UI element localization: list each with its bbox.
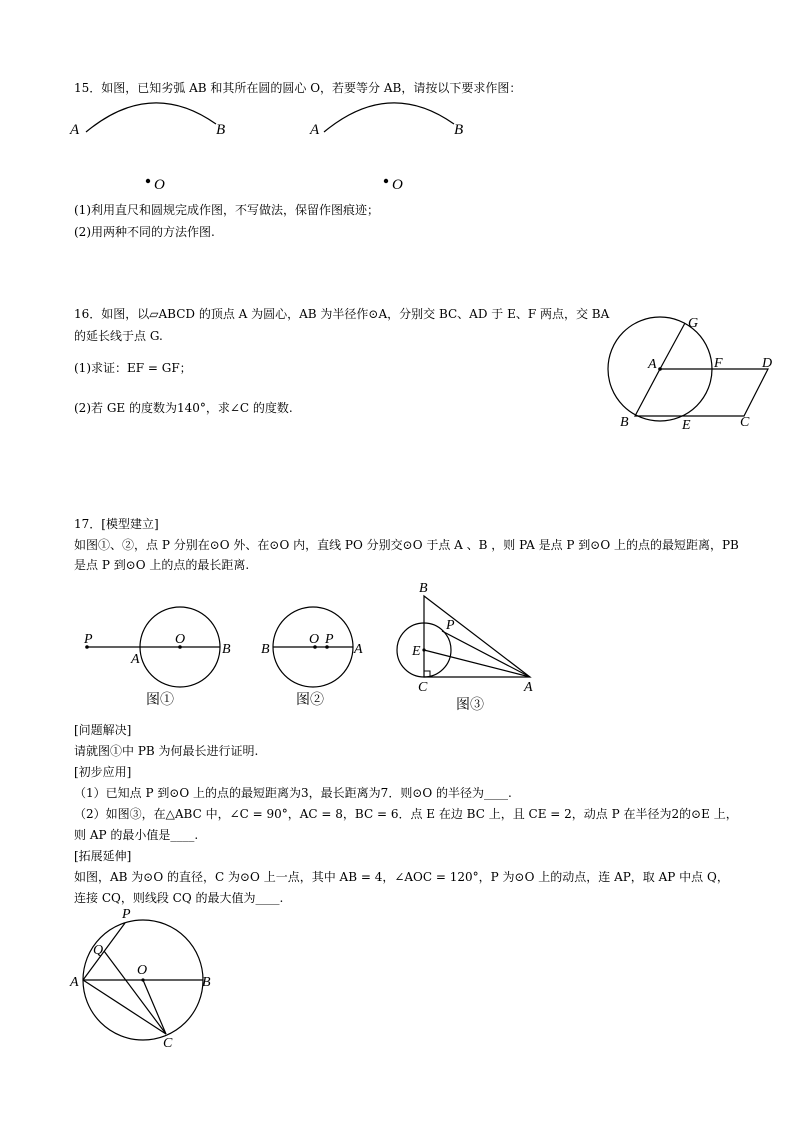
- q15-figure: [66, 96, 486, 196]
- label-f: F: [714, 356, 723, 371]
- minor-arc-ab-copy: [324, 103, 454, 132]
- parallelogram-abcd: [635, 369, 768, 416]
- label-b: B: [261, 642, 270, 657]
- q17-figure-2: [258, 605, 378, 708]
- label-p: P: [84, 632, 93, 647]
- segment-ea: [424, 650, 530, 677]
- apply-item2-line2: 则 AP 的最小值是____.: [74, 828, 199, 842]
- apply-item2-line1: （2）如图③，在△ABC 中，∠C = 90°，AC = 8，BC = 6．点 E 在边 BC 上，且 CE = 2，动点 P 在半径为2的⊙E 上，: [74, 807, 738, 821]
- label-c: C: [740, 415, 750, 430]
- label-q: Q: [93, 943, 104, 958]
- label-a: A: [648, 357, 657, 372]
- label-a: A: [131, 652, 140, 667]
- q17-intro-line1: 如图①、②，点 P 分别在⊙O 外、在⊙O 内，直线 PO 分别交⊙O 于点 A 、B ，则 PA 是点 P 到⊙O 上的点的最短距离，PB: [74, 538, 739, 552]
- label-p: P: [325, 632, 334, 647]
- label-c: C: [163, 1036, 173, 1051]
- q16-stem-line1: 16．如图，以▱ABCD 的顶点 A 为圆心，AB 为半径作⊙A，分别交 BC、AD 于 E、F 两点，交 BA: [74, 307, 610, 321]
- label-b: B: [222, 642, 231, 657]
- center-point: [146, 179, 150, 183]
- label-a: A: [70, 975, 79, 990]
- q17-figure-3: [396, 578, 556, 713]
- apply-heading: [初步应用]: [74, 765, 132, 779]
- label-b-copy: B: [454, 122, 464, 138]
- label-e: E: [682, 418, 691, 433]
- segment-qc: [104, 951, 166, 1034]
- label-b: B: [620, 415, 629, 430]
- q15-item1: (1)利用直尺和圆规完成作图，不写做法，保留作图痕迹；: [74, 203, 380, 217]
- solve-text: 请就图①中 PB 为何最长进行证明.: [74, 744, 259, 758]
- point-e: [422, 648, 425, 651]
- point-a: [658, 367, 662, 371]
- q16-item1: (1)求证：EF = GF；: [74, 361, 192, 375]
- label-a-copy: A: [310, 122, 320, 138]
- caption-fig3: 图③: [456, 698, 484, 713]
- q15-item2: (2)用两种不同的方法作图.: [74, 225, 215, 239]
- label-b: B: [202, 975, 211, 990]
- minor-arc-ab: [86, 103, 216, 132]
- triangle-abc: [424, 596, 530, 677]
- label-o: O: [154, 177, 165, 193]
- center-point-copy: [384, 179, 388, 183]
- extend-heading: [拓展延伸]: [74, 849, 132, 863]
- q16-stem-line2: 的延长线于点 G.: [74, 329, 163, 343]
- label-o: O: [309, 632, 320, 647]
- solve-heading: [问题解决]: [74, 723, 132, 737]
- label-p: P: [122, 907, 131, 922]
- label-g: G: [688, 316, 699, 331]
- q16-figure: [600, 310, 790, 440]
- label-b: B: [419, 581, 428, 596]
- label-e: E: [412, 644, 421, 659]
- label-o: O: [175, 632, 186, 647]
- q16-item2: (2)若 GE 的度数为140°，求∠C 的度数.: [74, 401, 293, 415]
- q17-intro-line2: 是点 P 到⊙O 上的点的最长距离.: [74, 558, 250, 572]
- extend-line1: 如图，AB 为⊙O 的直径，C 为⊙O 上一点，其中 AB = 4，∠AOC = 120°，P 为⊙O 上的动点，连 AP，取 AP 中点 Q，: [74, 870, 729, 884]
- label-c: C: [418, 680, 428, 695]
- q17-heading: 17．[模型建立]: [74, 517, 159, 531]
- label-o-copy: O: [392, 177, 403, 193]
- q17-figure-4: [66, 906, 226, 1056]
- label-o: O: [137, 963, 148, 978]
- label-d: D: [762, 356, 773, 371]
- q17-figure-1: [80, 605, 240, 708]
- segment-pa: [442, 631, 530, 677]
- extend-line2: 连接 CQ，则线段 CQ 的最大值为____.: [74, 891, 284, 905]
- label-p: P: [446, 618, 455, 633]
- caption-fig2: 图②: [296, 693, 324, 708]
- q15-stem: 15．如图，已知劣弧 AB 和其所在圆的圆心 O，若要等分 AB，请按以下要求作图：: [74, 81, 522, 95]
- label-a: A: [70, 122, 80, 138]
- segment-ag: [660, 323, 685, 369]
- label-a: A: [354, 642, 363, 657]
- label-b: B: [216, 122, 226, 138]
- chord-ac: [83, 980, 166, 1034]
- apply-item1: （1）已知点 P 到⊙O 上的点的最短距离为3，最长距离为7．则⊙O 的半径为____.: [74, 786, 512, 800]
- point-o: [141, 978, 144, 981]
- caption-fig1: 图①: [146, 693, 174, 708]
- label-a: A: [524, 680, 533, 695]
